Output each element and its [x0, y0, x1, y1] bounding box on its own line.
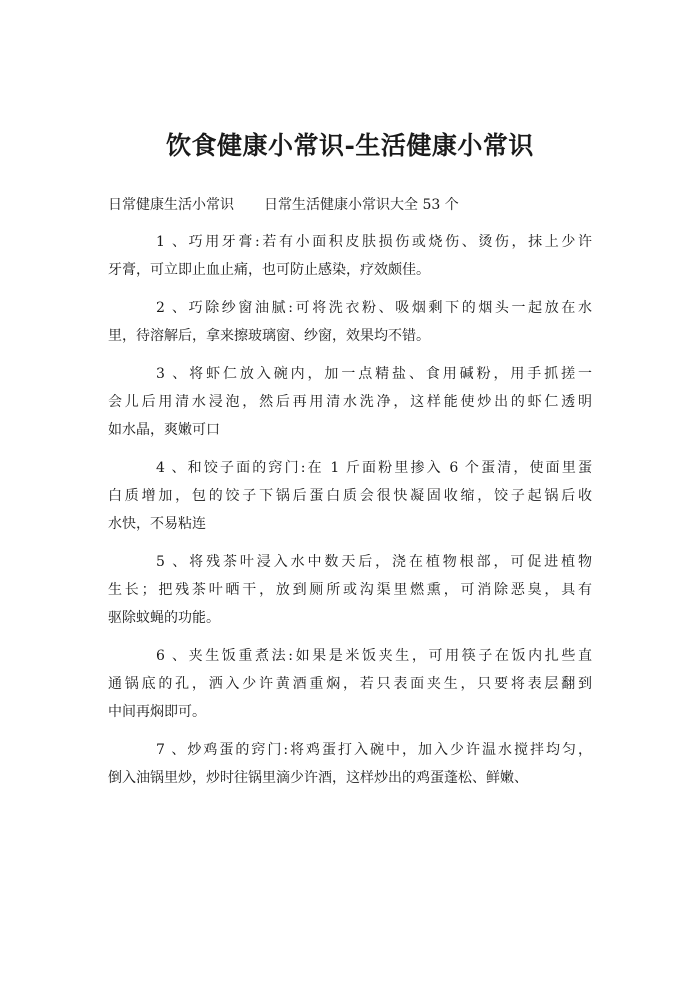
paragraph-item [108, 548, 592, 632]
paragraph-line: 驱除蚊蝇的功能。 [108, 610, 220, 626]
document-subtitle [108, 194, 459, 214]
paragraph-item [108, 360, 592, 444]
paragraph-line: 会儿后用清水浸泡，然后再用清水洗净，这样能使炒出的虾仁透明 [108, 394, 592, 410]
subtitle-right: 日常生活健康小常识大全 53 个 [264, 197, 459, 213]
paragraph-item [108, 642, 592, 726]
paragraph-item [108, 454, 592, 538]
paragraph-line: 白质增加，包的饺子下锅后蛋白质会很快凝固收缩，饺子起锅后收 [108, 488, 592, 504]
paragraph-item [108, 736, 592, 792]
paragraph-line: 5 、将残茶叶浸入水中数天后，浇在植物根部，可促进植物 [156, 554, 592, 570]
document-body [108, 228, 592, 802]
paragraph-line: 3 、将虾仁放入碗内，加一点精盐、食用碱粉，用手抓搓一 [156, 366, 592, 382]
paragraph-line: 1 、巧用牙膏:若有小面积皮肤损伤或烧伤、烫伤，抹上少许 [156, 234, 592, 250]
paragraph-line: 4 、和饺子面的窍门:在 1 斤面粉里掺入 6 个蛋清，使面里蛋 [156, 460, 592, 476]
paragraph-line: 生长；把残茶叶晒干，放到厕所或沟渠里燃熏，可消除恶臭，具有 [108, 582, 592, 598]
subtitle-left: 日常健康生活小常识 [108, 197, 234, 213]
document-title: 饮食健康小常识-生活健康小常识 [166, 131, 534, 160]
paragraph-line: 7 、炒鸡蛋的窍门:将鸡蛋打入碗中，加入少许温水搅拌均匀， [156, 742, 592, 758]
paragraph-line: 倒入油锅里炒，炒时往锅里滴少许酒，这样炒出的鸡蛋蓬松、鲜嫩、 [108, 770, 528, 786]
paragraph-line: 2 、巧除纱窗油腻:可将洗衣粉、吸烟剩下的烟头一起放在水 [156, 300, 592, 316]
paragraph-line: 6 、夹生饭重煮法:如果是米饭夹生，可用筷子在饭内扎些直 [156, 648, 592, 664]
paragraph-line: 通锅底的孔，洒入少许黄酒重焖，若只表面夹生，只要将表层翻到 [108, 676, 592, 692]
paragraph-line: 如水晶，爽嫩可口 [108, 422, 220, 438]
paragraph-line: 水快，不易粘连 [108, 516, 206, 532]
paragraph-line: 牙膏，可立即止血止痛，也可防止感染，疗效颇佳。 [108, 262, 430, 278]
paragraph-line: 里，待溶解后，拿来擦玻璃窗、纱窗，效果均不错。 [108, 328, 430, 344]
paragraph-item [108, 294, 592, 350]
paragraph-line: 中间再焖即可。 [108, 704, 206, 720]
paragraph-item [108, 228, 592, 284]
